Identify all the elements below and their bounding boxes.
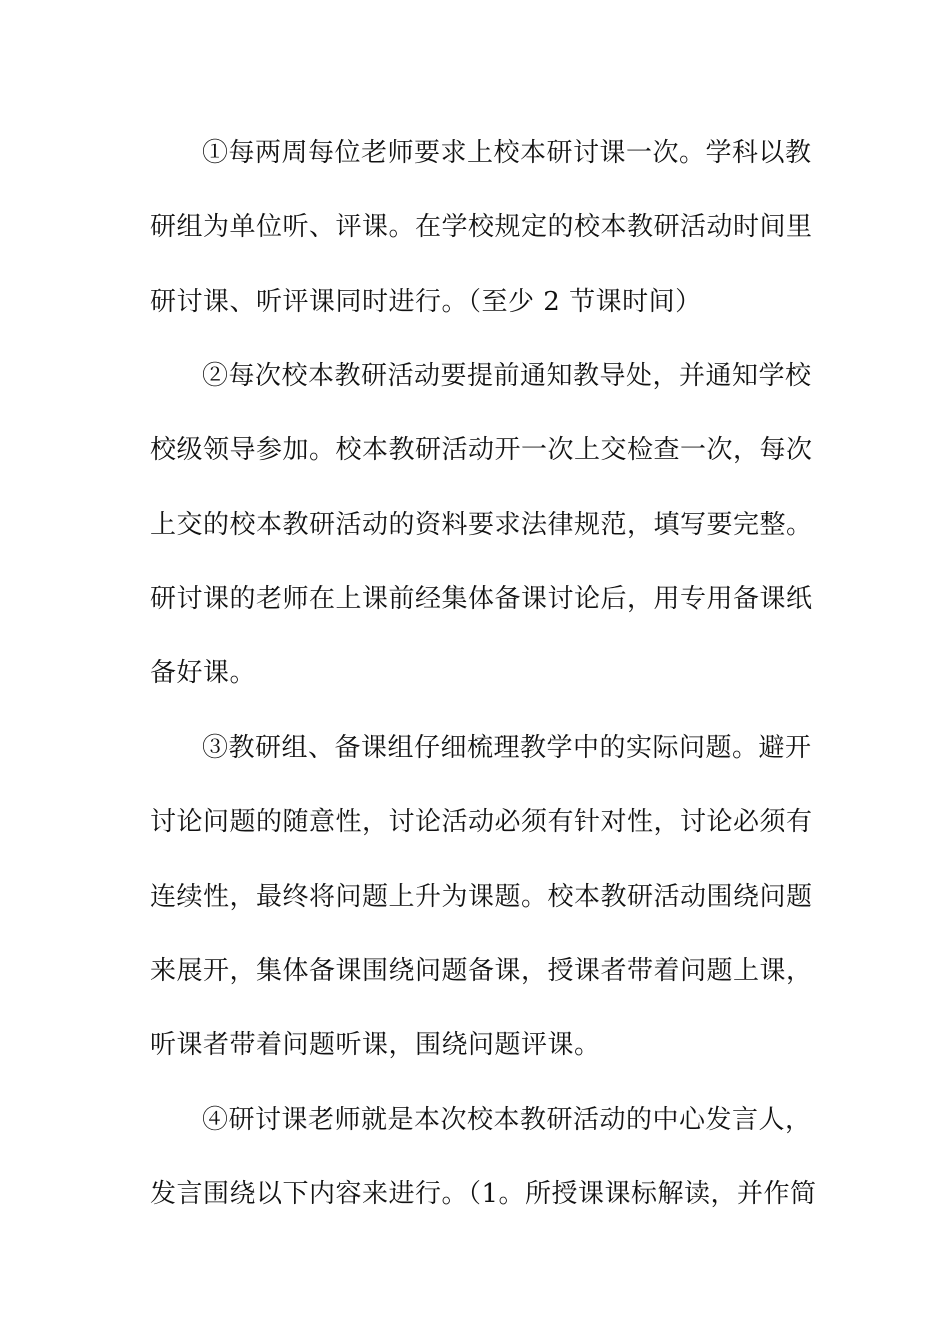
paragraph-2-line-3: 上交的校本教研活动的资料要求法律规范，填写要完整。	[150, 510, 813, 540]
paragraph-3-line-2: 讨论问题的随意性，讨论活动必须有针对性，讨论必须有	[150, 807, 813, 837]
paragraph-4-line-2: 发言围绕以下内容来进行。（1。所授课课标解读，并作简	[150, 1179, 817, 1209]
paragraph-3-line-4: 来展开，集体备课围绕问题备课，授课者带着问题上课，	[150, 956, 813, 986]
paragraph-1-line-2: 研组为单位听、评课。在学校规定的校本教研活动时间里	[150, 212, 813, 242]
paragraph-1-line-3: 研讨课、听评课同时进行。（至少 2 节课时间）	[150, 287, 702, 317]
paragraph-3-line-1: ③教研组、备课组仔细梳理教学中的实际问题。避开	[202, 733, 812, 763]
paragraph-2-line-2: 校级领导参加。校本教研活动开一次上交检查一次，每次	[150, 435, 813, 465]
paragraph-3-line-5: 听课者带着问题听课，围绕问题评课。	[150, 1030, 601, 1060]
paragraph-2-line-5: 备好课。	[150, 658, 257, 688]
paragraph-3-line-3: 连续性，最终将问题上升为课题。校本教研活动围绕问题	[150, 882, 813, 912]
paragraph-4-line-1: ④研讨课老师就是本次校本教研活动的中心发言人，	[202, 1105, 812, 1135]
paragraph-2-line-4: 研讨课的老师在上课前经集体备课讨论后，用专用备课纸	[150, 584, 813, 614]
paragraph-1-line-1: ①每两周每位老师要求上校本研讨课一次。学科以教	[202, 138, 812, 168]
paragraph-2-line-1: ②每次校本教研活动要提前通知教导处，并通知学校	[202, 361, 812, 391]
